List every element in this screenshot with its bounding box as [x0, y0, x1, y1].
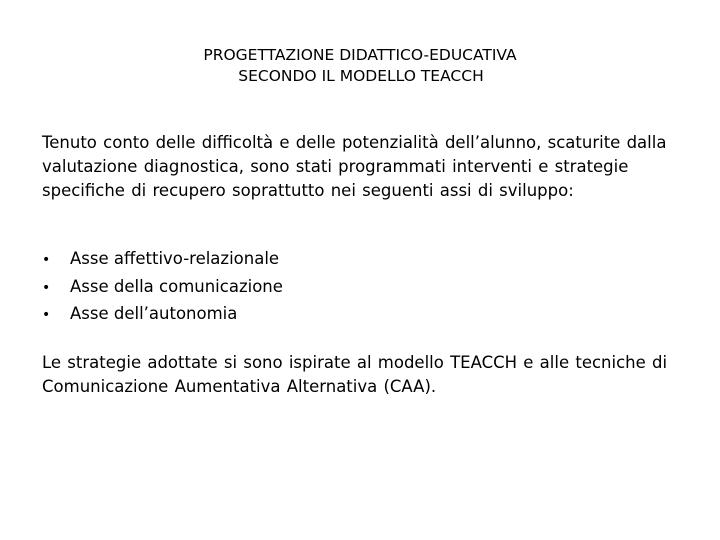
bullet-icon: •: [42, 252, 51, 268]
title-line-1: PROGETTAZIONE DIDATTICO-EDUCATIVA: [203, 46, 517, 64]
slide-title: [0, 45, 720, 87]
bullet-icon: •: [42, 279, 51, 296]
closing-paragraph: Le strategie adottate si sono ispirate al modello TEACCH e alle tecniche di Comunicazione Aumentativa Alternativa (CAA).: [42, 353, 668, 396]
list-item-text: Asse della comunicazione: [70, 276, 283, 296]
list-item-text: Asse affettivo-relazionale: [70, 249, 280, 268]
list-item-text: Asse dell’autonomia: [70, 304, 238, 323]
bullet-icon: •: [42, 307, 51, 323]
intro-paragraph: Tenuto conto delle difficoltà e delle potenzialità dell’alunno, scaturite dalla valutazione diagnostica, sono stati programmati interventi e strategie specifiche di recupero soprattutto nei seguenti assi di sviluppo:: [42, 133, 667, 200]
list-item: [42, 274, 283, 302]
list-item: [42, 301, 283, 329]
development-axes-list: [42, 246, 283, 329]
list-item: [42, 246, 283, 274]
title-line-2: SECONDO IL MODELLO TEACCH: [238, 67, 484, 85]
